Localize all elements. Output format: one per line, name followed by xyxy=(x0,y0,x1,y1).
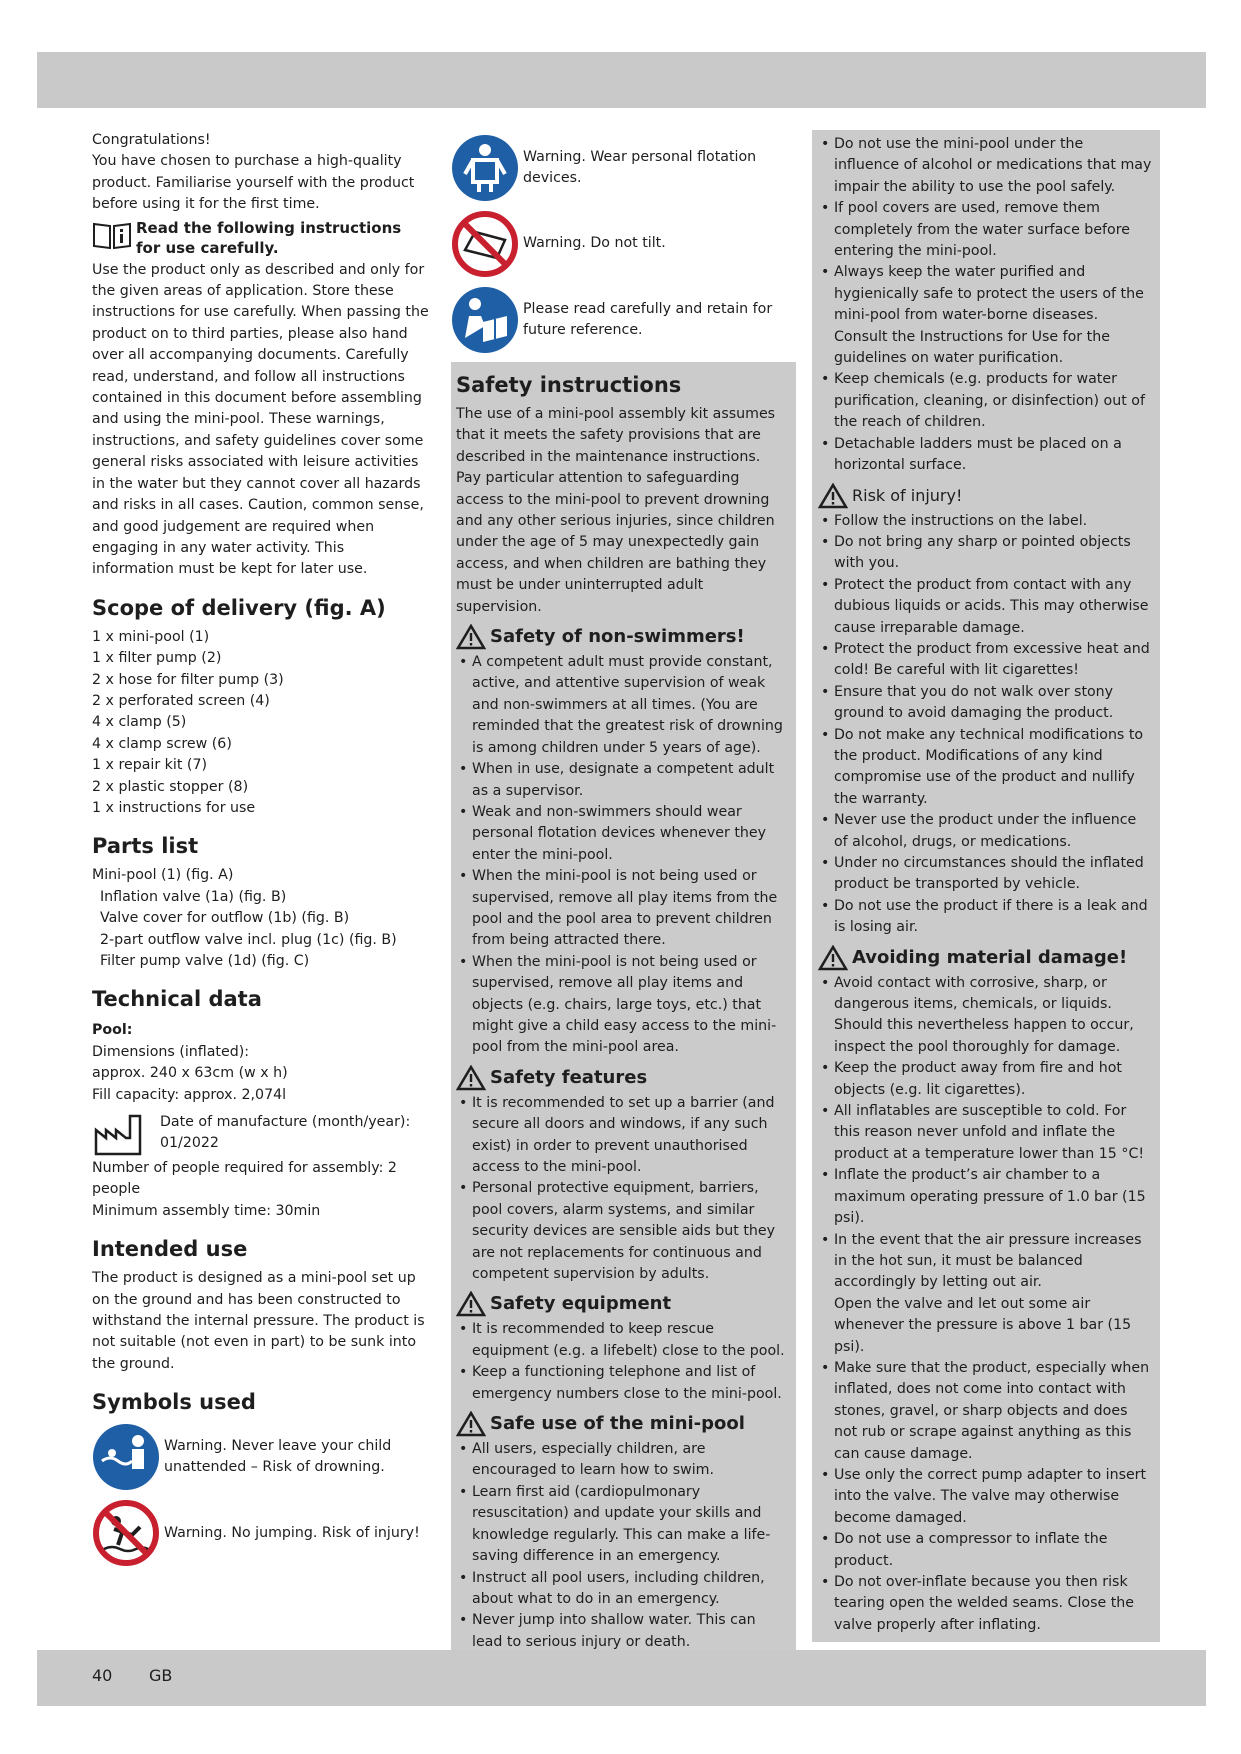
list-item: 4 x clamp (5) xyxy=(92,714,187,731)
damage2-list xyxy=(818,1358,1152,1636)
damage-note: Open the valve and let out some air whenever the pressure is above 1 bar (15 psi). xyxy=(834,1295,1132,1355)
list-item: • Do not use the mini-pool under the influence of alcohol or medications that may impair the ability to use the pool safely. xyxy=(818,134,1152,198)
read-instructions-text: Read the following instructions for use carefully. xyxy=(136,218,402,257)
list-item: • Never jump into shallow water. This can lead to serious injury or death. xyxy=(456,1610,788,1653)
child-warning-text: Warning. Never leave your child unattended – Risk of drowning. xyxy=(164,1437,392,1476)
symbol-no-jump xyxy=(92,1499,430,1567)
no-jumping-icon xyxy=(92,1499,160,1567)
list-item: Valve cover for outflow (1b) (fig. B) xyxy=(100,910,350,927)
list-item: • Keep the product away from fire and hot objects (e.g. lit cigarettes). xyxy=(818,1058,1152,1101)
list-item: • Do not over-inflate because you then risk tearing open the welded seams. Close the valve properly after inflating. xyxy=(818,1572,1152,1636)
list-item: • Do not use a compressor to inflate the product. xyxy=(818,1529,1152,1572)
list-item: • If pool covers are used, remove them completely from the water surface before entering the mini-pool. xyxy=(818,198,1152,262)
list-item: • Detachable ladders must be placed on a horizontal surface. xyxy=(818,434,1152,477)
injury-heading xyxy=(818,483,1152,509)
tech-title: Technical data xyxy=(92,987,262,1012)
supervise-child-icon xyxy=(92,1423,160,1491)
injury-list xyxy=(818,511,1152,939)
damage-heading xyxy=(818,945,1152,971)
injury-title: Risk of injury! xyxy=(852,485,963,505)
list-item: 1 x repair kit (7) xyxy=(92,757,208,774)
list-item: • All inflatables are susceptible to cold. For this reason never unfold and inflate the product at a temperature lower than 15 °C! xyxy=(818,1101,1152,1165)
warning-icon xyxy=(456,1411,486,1437)
list-item: 2 x plastic stopper (8) xyxy=(92,778,249,795)
list-item: Filter pump valve (1d) (fig. C) xyxy=(100,953,310,969)
flotation-device-icon xyxy=(451,134,519,202)
list-item: 4 x clamp screw (6) xyxy=(92,735,232,752)
equipment-title: Safety equipment xyxy=(490,1293,672,1315)
intended-title: Intended use xyxy=(92,1237,248,1262)
tech-dims-label: Dimensions (inflated): xyxy=(92,1043,250,1060)
features-list xyxy=(456,1093,788,1286)
intended-text: The product is designed as a mini-pool set up on the ground and has been constructed to withstand the internal pressure. The product is not suitable (not even in part) to be sunk into the ground. xyxy=(92,1270,425,1372)
tech-pool-label: Pool: xyxy=(92,1022,133,1039)
list-item: • Do not make any technical modifications to the product. Modifications of any kind compromise use of the product and nullify the warranty. xyxy=(818,725,1152,811)
list-item: • Personal protective equipment, barriers, pool covers, alarm systems, and similar security devices are sensible aids but they are not replacements for continuous and competent supervision by adults. xyxy=(456,1178,788,1285)
warning-icon xyxy=(456,1065,486,1091)
factory-icon xyxy=(92,1112,146,1158)
list-item: • When in use, designate a competent adult as a supervisor. xyxy=(456,759,788,802)
manufacture-row xyxy=(92,1112,430,1158)
nonswim-list xyxy=(456,652,788,1059)
list-item: • Never use the product under the influence of alcohol, drugs, or medications. xyxy=(818,810,1152,853)
list-item: • Keep chemicals (e.g. products for water purification, cleaning, or disinfection) out of the reach of children. xyxy=(818,369,1152,433)
safeuse-list xyxy=(456,1439,788,1653)
list-item: • Avoid contact with corrosive, sharp, or dangerous items, chemicals, or liquids. Should this nevertheless happen to occur, inspect the pool thoroughly for damage. xyxy=(818,973,1152,1059)
damage-list xyxy=(818,973,1152,1294)
tech-dims-value: approx. 240 x 63cm (w x h) xyxy=(92,1065,288,1082)
list-item: • When the mini-pool is not being used or supervised, remove all play items from the pool and the pool area to prevent children from being attracted there. xyxy=(456,866,788,952)
list-item: • Do not use the product if there is a leak and is losing air. xyxy=(818,896,1152,939)
equipment-list xyxy=(456,1319,788,1405)
intro-body: Use the product only as described and only for the given areas of application. Store these instructions for use carefully. When passing the product on to third parties, please also hand over all accompanying documents. Carefully read, understand, and follow all instructions contained in this document before assembling and using the mini-pool. These warnings, instructions, and safety guidelines cover some general risks associated with leisure activities in the water but they cannot cover all hazards and risks in all cases. Caution, common sense, and good judgement are required when engaging in any water activity. This information must be kept for later use. xyxy=(92,261,429,578)
symbols-title: Symbols used xyxy=(92,1390,256,1415)
parts-title: Parts list xyxy=(92,834,199,859)
warning-icon xyxy=(818,483,848,509)
tech-mfg-value: 01/2022 xyxy=(160,1135,219,1152)
tech-mfg-label: Date of manufacture (month/year): xyxy=(160,1114,411,1131)
safety-intro: The use of a mini-pool assembly kit assumes that it meets the safety provisions that are described in the maintenance instructions. Pay particular attention to safeguarding access to the mini-pool to prevent drowning and any other serious injuries, since children under the age of 5 may unexpectedly gain access, and when children are bathing they must be under uninterrupted adult supervision. xyxy=(456,406,776,615)
list-item: • A competent adult must provide constant, active, and attentive supervision of weak and non-swimmers at all times. (You are reminded that the greatest risk of drowning is among children under 5 years of age). xyxy=(456,652,788,759)
equipment-heading xyxy=(456,1291,788,1317)
list-item: • Under no circumstances should the inflated product be transported by vehicle. xyxy=(818,853,1152,896)
manual-info-icon xyxy=(92,220,132,250)
no-tilt-icon xyxy=(451,210,519,278)
list-item: • Do not bring any sharp or pointed objects with you. xyxy=(818,532,1152,575)
read-instructions-note xyxy=(92,218,430,258)
list-item: • When the mini-pool is not being used or supervised, remove all play items and objects (e.g. chairs, large toys, etc.) that might give a child easy access to the mini-pool from the mini-pool area. xyxy=(456,952,788,1059)
safety-title: Safety instructions xyxy=(456,373,682,397)
list-item: • It is recommended to set up a barrier (and secure all doors and windows, if any such exist) in order to prevent unauthorised access to the mini-pool. xyxy=(456,1093,788,1179)
header-bar xyxy=(37,52,1206,108)
list-item: 2 x hose for filter pump (3) xyxy=(92,671,284,688)
nonswim-title: Safety of non-swimmers! xyxy=(490,626,745,648)
tech-people: Number of people required for assembly: 2 people xyxy=(92,1160,397,1198)
warning-icon xyxy=(456,1291,486,1317)
features-heading xyxy=(456,1065,788,1091)
list-item: 1 x instructions for use xyxy=(92,799,256,816)
list-item: • Instruct all pool users, including children, about what to do in an emergency. xyxy=(456,1568,788,1611)
list-item: • Protect the product from contact with any dubious liquids or acids. This may otherwise cause irreparable damage. xyxy=(818,575,1152,639)
list-item: • Follow the instructions on the label. xyxy=(818,511,1152,532)
list-item: • Keep a functioning telephone and list of emergency numbers close to the mini-pool. xyxy=(456,1362,788,1405)
read-manual-icon xyxy=(451,286,519,354)
list-item: • Learn first aid (cardiopulmonary resuscitation) and update your skills and knowledge regularly. This can make a life-saving difference in an emergency. xyxy=(456,1482,788,1568)
list-item: 1 x mini-pool (1) xyxy=(92,628,210,645)
list-item: • Use only the correct pump adapter to insert into the valve. The valve may otherwise become damaged. xyxy=(818,1465,1152,1529)
list-item: • Always keep the water purified and hygienically safe to protect the users of the mini-pool from water-borne diseases. Consult the Instructions for Use for the guidelines on water purification. xyxy=(818,262,1152,369)
symbol-read-manual xyxy=(451,286,796,354)
scope-title: Scope of delivery (fig. A) xyxy=(92,595,386,620)
list-item: • Weak and non-swimmers should wear personal flotation devices whenever they enter the mini-pool. xyxy=(456,802,788,866)
list-item: • Protect the product from excessive heat and cold! Be careful with lit cigarettes! xyxy=(818,639,1152,682)
col3-list xyxy=(818,134,1152,477)
tech-fill: Fill capacity: approx. 2,074l xyxy=(92,1086,287,1103)
parts-main: Mini-pool (1) (fig. A) xyxy=(92,867,234,884)
symbol-child-warning xyxy=(92,1423,430,1491)
symbol-flotation xyxy=(451,134,796,202)
list-item: 2 x perforated screen (4) xyxy=(92,692,270,709)
symbol-no-tilt xyxy=(451,210,796,278)
footer-bar xyxy=(37,1650,1206,1706)
page-language: GB xyxy=(149,1666,173,1685)
parts-list xyxy=(92,887,430,973)
list-item: • In the event that the air pressure increases in the hot sun, it must be balanced accordingly by letting out air. xyxy=(818,1230,1152,1294)
list-item: • Ensure that you do not walk over stony ground to avoid damaging the product. xyxy=(818,682,1152,725)
features-title: Safety features xyxy=(490,1066,648,1088)
nonswim-heading xyxy=(456,624,788,650)
flotation-text: Warning. Wear personal flotation devices. xyxy=(523,148,757,186)
list-item: • Inflate the product’s air chamber to a maximum operating pressure of 1.0 bar (15 psi). xyxy=(818,1165,1152,1229)
list-item: Inflation valve (1a) (fig. B) xyxy=(100,888,287,905)
congratulations-text: Congratulations! xyxy=(92,132,211,148)
intro-text: You have chosen to purchase a high-quality product. Familiarise yourself with the product before using it for the first time. xyxy=(92,153,415,213)
read-retain-text: Please read carefully and retain for future reference. xyxy=(523,300,773,338)
no-jump-text: Warning. No jumping. Risk of injury! xyxy=(164,1524,420,1541)
list-item: • All users, especially children, are encouraged to learn how to swim. xyxy=(456,1439,788,1482)
column-3 xyxy=(812,130,1160,1642)
safeuse-heading xyxy=(456,1411,788,1437)
safety-box xyxy=(451,362,796,1659)
no-tilt-text: Warning. Do not tilt. xyxy=(523,235,666,252)
list-item: • It is recommended to keep rescue equipment (e.g. a lifebelt) close to the pool. xyxy=(456,1319,788,1362)
list-item: 2-part outflow valve incl. plug (1c) (fig. B) xyxy=(100,931,397,948)
list-item: • Make sure that the product, especially when inflated, does not come into contact with stones, gravel, or sharp objects and does not rub or scrape against anything as this can cause damage. xyxy=(818,1358,1152,1465)
column-1 xyxy=(92,130,430,1575)
damage-title: Avoiding material damage! xyxy=(852,946,1128,968)
safeuse-title: Safe use of the mini-pool xyxy=(490,1413,745,1435)
warning-icon xyxy=(818,945,848,971)
scope-list xyxy=(92,627,430,820)
tech-time: Minimum assembly time: 30min xyxy=(92,1202,321,1219)
warning-icon xyxy=(456,624,486,650)
page-number: 40 xyxy=(92,1666,113,1685)
column-2 xyxy=(451,130,796,1659)
list-item: 1 x filter pump (2) xyxy=(92,650,222,667)
